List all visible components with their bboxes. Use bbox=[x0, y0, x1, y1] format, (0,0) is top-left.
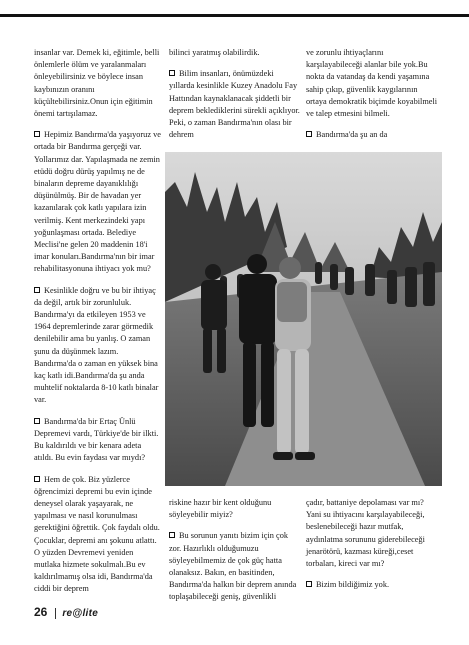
paragraph bbox=[34, 47, 162, 120]
paragraph bbox=[34, 474, 162, 596]
paragraph-text: çadır, battaniye depolaması var mı? Yani su ihtiyacını karşılayabileceği, beslenebileceği hazır mutfak, aydınlatma sorununu giderebileceği jenarötörü, kazması küreği,ceset torbaları, kireci var mı? bbox=[306, 498, 425, 569]
paragraph-text: riskine hazır bir kent olduğunu söyleyebilir miyiz? bbox=[169, 498, 272, 520]
paragraph-text: insanlar var. Demek ki, eğitimle, belli önlemlerle ölüm ve yaralanmaları önleyebilirsiniz ve böylece insan kaybınızın oranını küçültebilirsiniz.Onun için eğitimin önemi tartışılamaz. bbox=[34, 48, 160, 119]
paragraph bbox=[34, 285, 162, 407]
paragraph bbox=[306, 47, 438, 120]
paragraph-text: Bilim insanları, önümüzdeki yıllarda kesinlikle Kuzey Anadolu Fay Hattından kaynaklanacak şiddetli bir deprem beklediklerini sürekli açıklıyor. Peki, o zaman Bandırma'nın olası bir dehrem bbox=[169, 69, 300, 140]
question-box-icon bbox=[169, 532, 175, 538]
paragraph bbox=[306, 129, 438, 141]
paragraph bbox=[306, 579, 438, 591]
text-column-1 bbox=[34, 47, 162, 605]
question-box-icon bbox=[34, 418, 40, 424]
paragraph bbox=[169, 497, 300, 521]
paragraph bbox=[34, 416, 162, 465]
paragraph-text: bilinci yaratmış olabilirdik. bbox=[169, 48, 260, 57]
page-number: 26 bbox=[34, 605, 48, 619]
paragraph-text: ve zorunlu ihtiyaçlarını karşılayabileceği alanlar bile yok.Bu nokta da vatandaş da kendi yaşamına sahip çıkıp, güvenlik kaygılarının ortaya demokratik biçimde koyabilmeli ve talep etmesini bilmeli. bbox=[306, 48, 438, 119]
question-box-icon bbox=[169, 70, 175, 76]
text-column-2-bottom bbox=[169, 497, 300, 613]
paragraph bbox=[169, 530, 300, 603]
paragraph-text: Bizim bildiğimiz yok. bbox=[316, 580, 390, 590]
paragraph-text: Bandırma'da bir Ertaç Ünlü Depremevi vardı, Türkiye'de bir ilkti. Bu kaldırıldı ve bir kenara adeta atıldı. Bu evin faydası var mıydı? bbox=[34, 416, 159, 463]
paragraph-text: Bu sorunun yanıtı bizim için çok zor. Hazırlıklı olduğumuzu söyleyebilmemiz de çok güç hatta olanaksız. Bakın, en basitinden, Bandırma'da halkın bir deprem anında toplaşabileceği geniş, güvenlikli bbox=[169, 531, 297, 602]
paragraph-text: Bandırma'da şu an da bbox=[316, 130, 388, 140]
paragraph-text: Hepimiz Bandırma'da yaşıyoruz ve ortada bir Bandırma gerçeği var. Yollarımız dar. Yapılaşmada ne zemin etüdü doğru dürüş yapılmış ne de binaların depreme dayanıklılığı düşünülmüş. Bir de havadan yer kazanılarak çok katlı yapılara izin verilmiş. Kent merkezindeki yapı yoğunlaşması ortada. Belediye Meclisi'ne gelen 20 maddenin 18'i imar konuları.Bandırma'nın bir imar rehabilitasyonuna ihtiyacı yok mu? bbox=[34, 130, 161, 274]
text-column-3 bbox=[306, 47, 438, 150]
paragraph-text: Hem de çok. Biz yüzlerce öğrencimizi depremi bu evin içinde deneysel olarak yaşayarak, ne yapılması ve nasıl korunulması gerektiğini öğrettik. Çok faydalı oldu. Çocuklar, depremi anı şokunu atlattı. O yüzden Devremevi yeniden mutlaka hizmete sokulmalı.Bu ev kaldırılmamış olsa idi, Bandırma'da ciddi bir deprem bbox=[34, 474, 160, 594]
paragraph-text: Kesinlikle doğru ve bu bir ihtiyaç da değil, artık bir zorunluluk. Bandırma'yı da etkileyen 1953 ve 1964 depremlerinde zarar görmedik denilebilir ama bu yanlış. O zaman şunu da düşünmek lazım. Bandırma'da o zaman en yüksek bina kaç katlı idi.Bandırma'da şu anda muhtelif noktalarda 8-10 katlı binalar var. bbox=[34, 285, 159, 405]
paragraph bbox=[34, 129, 162, 275]
question-box-icon bbox=[306, 131, 312, 137]
paragraph bbox=[306, 497, 438, 570]
question-box-icon bbox=[34, 131, 40, 137]
paragraph bbox=[169, 68, 300, 141]
page-footer bbox=[34, 605, 98, 619]
text-column-3-bottom bbox=[306, 497, 438, 600]
top-rule bbox=[0, 14, 469, 17]
magazine-logo: re@lite bbox=[55, 608, 98, 619]
text-column-2 bbox=[169, 47, 300, 150]
paragraph bbox=[169, 47, 300, 59]
question-box-icon bbox=[34, 287, 40, 293]
question-box-icon bbox=[306, 581, 312, 587]
question-box-icon bbox=[34, 476, 40, 482]
article-photo bbox=[165, 152, 442, 486]
